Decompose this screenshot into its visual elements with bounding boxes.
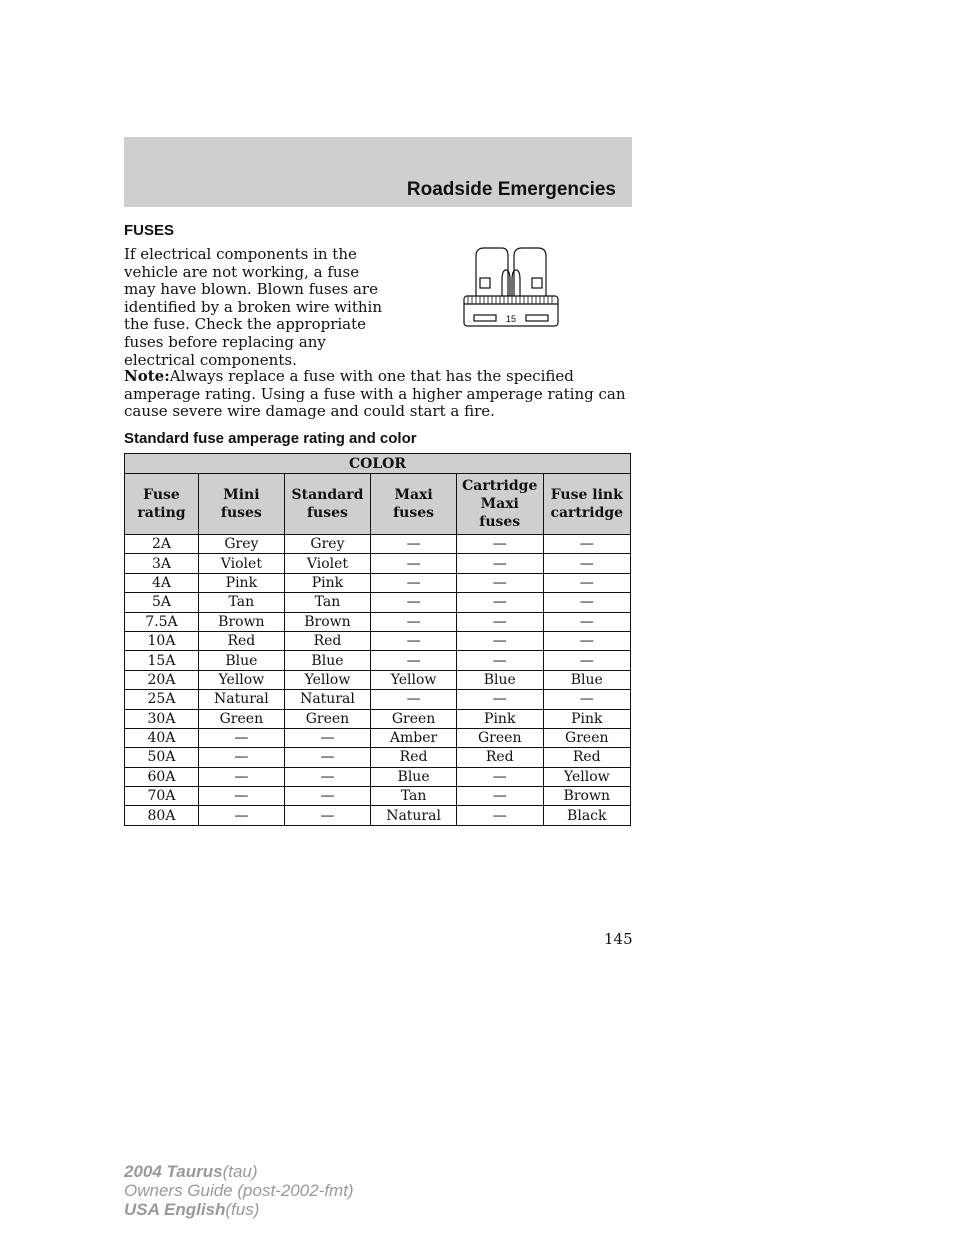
fuse-color-cell: — bbox=[543, 593, 630, 612]
section-heading: FUSES bbox=[124, 222, 175, 239]
fuse-color-cell: Tan bbox=[198, 593, 284, 612]
fuse-color-cell: Grey bbox=[284, 535, 370, 554]
fuse-window-right bbox=[526, 315, 548, 321]
fuse-color-cell: — bbox=[543, 554, 630, 573]
fuse-color-cell: Red bbox=[456, 748, 543, 767]
footer-model-code: (tau) bbox=[222, 1162, 258, 1181]
fuse-rating-cell: 60A bbox=[125, 767, 199, 786]
fuse-color-cell: Violet bbox=[284, 554, 370, 573]
column-header-line: fuses bbox=[479, 514, 521, 530]
fuse-rating-cell: 3A bbox=[125, 554, 199, 573]
fuse-color-cell: — bbox=[543, 535, 630, 554]
column-header-line: fuses bbox=[220, 505, 262, 521]
fuse-color-cell: — bbox=[543, 651, 630, 670]
fuse-color-cell: Yellow bbox=[543, 767, 630, 786]
fuse-element-right bbox=[512, 270, 520, 296]
fuse-color-cell: Red bbox=[371, 748, 457, 767]
column-header bbox=[125, 474, 199, 535]
table-row bbox=[125, 728, 631, 747]
fuse-rating-cell: 40A bbox=[125, 728, 199, 747]
column-header-line: fuses bbox=[393, 505, 434, 521]
fuse-rating-cell: 5A bbox=[125, 593, 199, 612]
footer-language-code: (fus) bbox=[225, 1200, 260, 1219]
fuse-rating-cell: 25A bbox=[125, 690, 199, 709]
fuse-terminal-right bbox=[532, 278, 542, 288]
table-row bbox=[125, 651, 631, 670]
table-row bbox=[125, 593, 631, 612]
fuse-color-cell: — bbox=[456, 593, 543, 612]
fuse-color-cell: Blue bbox=[284, 651, 370, 670]
footer-line-1 bbox=[124, 1162, 354, 1181]
fuse-color-cell: Green bbox=[371, 709, 457, 728]
table-row bbox=[125, 535, 631, 554]
fuse-color-cell: Black bbox=[543, 806, 630, 825]
fuse-color-cell: Red bbox=[543, 748, 630, 767]
column-header-line: cartridge bbox=[550, 505, 624, 521]
fuse-color-cell: Blue bbox=[198, 651, 284, 670]
footer-line-3 bbox=[124, 1200, 354, 1219]
fuse-color-cell: — bbox=[456, 767, 543, 786]
fuse-color-cell: — bbox=[284, 728, 370, 747]
fuse-color-cell: Green bbox=[284, 709, 370, 728]
fuse-color-cell: Green bbox=[198, 709, 284, 728]
color-group-header: COLOR bbox=[125, 454, 631, 474]
fuse-color-cell: — bbox=[371, 593, 457, 612]
fuse-color-cell: — bbox=[456, 612, 543, 631]
fuse-color-cell: Grey bbox=[198, 535, 284, 554]
fuse-rating-cell: 20A bbox=[125, 670, 199, 689]
intro-paragraph: If electrical components in the vehicle are not working, a fuse may have blown. Blown fuses are identified by a broken wire within the fuse. Check the appropriate fuses before replacing any electrical components. bbox=[124, 245, 383, 369]
table-row bbox=[125, 748, 631, 767]
fuse-amperage-label: 15 bbox=[505, 314, 517, 324]
fuse-color-cell: Yellow bbox=[198, 670, 284, 689]
column-header bbox=[198, 474, 284, 535]
fuse-color-cell: — bbox=[456, 806, 543, 825]
fuse-rating-cell: 80A bbox=[125, 806, 199, 825]
footer-language: USA English bbox=[124, 1200, 226, 1219]
column-header-line: Maxi bbox=[394, 487, 433, 503]
fuse-color-cell: — bbox=[371, 612, 457, 631]
fuse-color-cell: — bbox=[371, 651, 457, 670]
fuse-icon bbox=[462, 244, 560, 328]
fuse-color-cell: — bbox=[198, 806, 284, 825]
fuse-color-cell: Tan bbox=[284, 593, 370, 612]
fuse-color-cell: — bbox=[456, 631, 543, 650]
fuse-rating-cell: 2A bbox=[125, 535, 199, 554]
fuse-color-cell: Brown bbox=[284, 612, 370, 631]
page-number: 145 bbox=[604, 930, 633, 948]
chapter-title: Roadside Emergencies bbox=[406, 179, 616, 200]
fuse-color-cell: Red bbox=[284, 631, 370, 650]
fuse-color-cell: Violet bbox=[198, 554, 284, 573]
fuse-color-cell: Pink bbox=[284, 573, 370, 592]
fuse-color-cell: — bbox=[456, 535, 543, 554]
table-row bbox=[125, 631, 631, 650]
fuse-color-cell: — bbox=[284, 806, 370, 825]
table-row bbox=[125, 670, 631, 689]
fuse-color-cell: Blue bbox=[371, 767, 457, 786]
column-header bbox=[371, 474, 457, 535]
fuse-color-cell: Amber bbox=[371, 728, 457, 747]
fuse-color-cell: Natural bbox=[198, 690, 284, 709]
fuse-color-cell: — bbox=[284, 748, 370, 767]
fuse-color-cell: Blue bbox=[543, 670, 630, 689]
column-header-line: Maxi bbox=[480, 496, 519, 512]
table-row bbox=[125, 806, 631, 825]
note-paragraph bbox=[124, 368, 630, 421]
fuse-color-cell: — bbox=[198, 728, 284, 747]
fuse-color-table bbox=[124, 453, 631, 826]
column-header-line: Fuse bbox=[143, 487, 180, 503]
fuse-color-cell: — bbox=[543, 690, 630, 709]
fuse-color-cell: Natural bbox=[371, 806, 457, 825]
fuse-color-cell: — bbox=[198, 748, 284, 767]
fuse-color-cell: — bbox=[456, 690, 543, 709]
table-row bbox=[125, 690, 631, 709]
column-header-line: Standard bbox=[291, 487, 364, 503]
table-row bbox=[125, 767, 631, 786]
fuse-element-left bbox=[502, 270, 510, 296]
column-header-line: Cartridge bbox=[462, 478, 538, 494]
column-header bbox=[284, 474, 370, 535]
table-row bbox=[125, 573, 631, 592]
fuse-rating-cell: 10A bbox=[125, 631, 199, 650]
fuse-color-cell: — bbox=[284, 767, 370, 786]
column-header-line: Mini bbox=[223, 487, 260, 503]
fuse-color-cell: Brown bbox=[543, 787, 630, 806]
fuse-color-cell: — bbox=[284, 787, 370, 806]
fuse-window-left bbox=[474, 315, 496, 321]
table-row bbox=[125, 554, 631, 573]
fuse-color-cell: — bbox=[198, 787, 284, 806]
fuse-color-cell: — bbox=[371, 554, 457, 573]
fuse-color-cell: — bbox=[543, 612, 630, 631]
column-header bbox=[456, 474, 543, 535]
fuse-color-cell: — bbox=[456, 573, 543, 592]
fuse-color-cell: — bbox=[456, 651, 543, 670]
fuse-color-cell: Brown bbox=[198, 612, 284, 631]
fuse-color-cell: — bbox=[371, 690, 457, 709]
fuse-rating-cell: 50A bbox=[125, 748, 199, 767]
column-header-line: fuses bbox=[307, 505, 348, 521]
footer-line-2: Owners Guide (post-2002-fmt) bbox=[124, 1181, 354, 1200]
table-heading: Standard fuse amperage rating and color bbox=[124, 430, 417, 447]
table-row bbox=[125, 709, 631, 728]
footer-model: 2004 Taurus bbox=[124, 1162, 223, 1181]
fuse-color-cell: — bbox=[456, 787, 543, 806]
fuse-color-cell: — bbox=[371, 631, 457, 650]
fuse-color-cell: Pink bbox=[543, 709, 630, 728]
fuse-color-cell: Green bbox=[543, 728, 630, 747]
table-row bbox=[125, 787, 631, 806]
fuse-rating-cell: 70A bbox=[125, 787, 199, 806]
fuse-rating-cell: 4A bbox=[125, 573, 199, 592]
table-row bbox=[125, 612, 631, 631]
note-label: Note: bbox=[124, 367, 170, 385]
fuse-color-cell: Yellow bbox=[371, 670, 457, 689]
fuse-color-cell: — bbox=[371, 535, 457, 554]
fuse-color-cell: Green bbox=[456, 728, 543, 747]
fuse-rating-cell: 7.5A bbox=[125, 612, 199, 631]
fuse-color-cell: Blue bbox=[456, 670, 543, 689]
fuse-color-cell: Natural bbox=[284, 690, 370, 709]
fuse-rating-cell: 15A bbox=[125, 651, 199, 670]
fuse-color-cell: — bbox=[456, 554, 543, 573]
header-band bbox=[124, 137, 632, 207]
fuse-color-cell: — bbox=[198, 767, 284, 786]
footer bbox=[124, 1162, 354, 1219]
fuse-color-cell: Tan bbox=[371, 787, 457, 806]
column-header bbox=[543, 474, 630, 535]
fuse-color-cell: Pink bbox=[456, 709, 543, 728]
fuse-color-cell: — bbox=[543, 631, 630, 650]
fuse-color-cell: Yellow bbox=[284, 670, 370, 689]
fuse-color-cell: Red bbox=[198, 631, 284, 650]
fuse-color-cell: — bbox=[543, 573, 630, 592]
column-header-line: rating bbox=[137, 505, 186, 521]
fuse-terminal-left bbox=[480, 278, 490, 288]
column-header-row bbox=[125, 474, 631, 535]
note-text: Always replace a fuse with one that has the specified amperage rating. Using a fuse with a higher amperage rating can cause severe wire damage and could start a fire. bbox=[124, 367, 626, 421]
fuse-color-cell: — bbox=[371, 573, 457, 592]
table-body bbox=[125, 535, 631, 826]
fuse-color-cell: Pink bbox=[198, 573, 284, 592]
fuse-rating-cell: 30A bbox=[125, 709, 199, 728]
column-header-line: Fuse link bbox=[550, 487, 623, 503]
